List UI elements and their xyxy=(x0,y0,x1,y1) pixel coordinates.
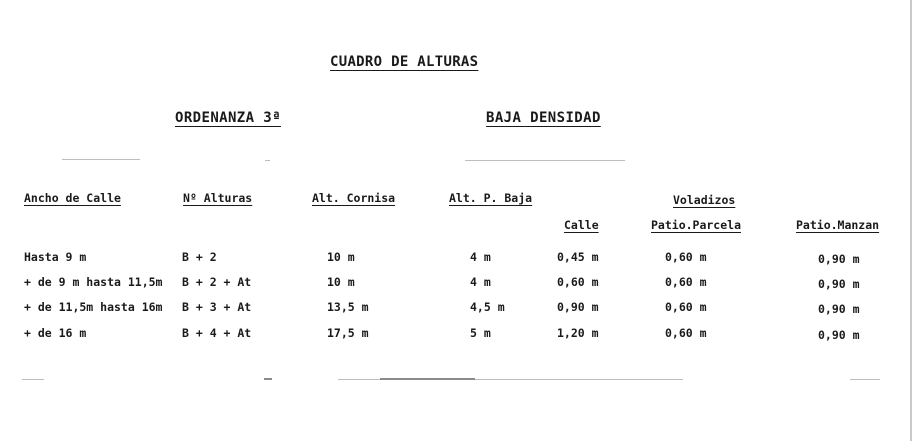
table-cell: 4 m xyxy=(470,275,491,289)
table-cell: 0,90 m xyxy=(818,277,860,291)
table-cell: 0,60 m xyxy=(665,300,707,314)
column-header-voladizos: Voladizos xyxy=(673,193,736,207)
table-cell: 13,5 m xyxy=(327,300,369,314)
table-cell: B + 4 + At xyxy=(182,326,252,340)
column-header-ancho: Ancho de Calle xyxy=(24,191,121,205)
table-cell: B + 2 + At xyxy=(182,275,252,289)
scan-mark xyxy=(850,379,880,380)
table-cell: 0,90 m xyxy=(557,300,599,314)
scan-mark xyxy=(62,159,140,160)
table-cell: Hasta 9 m xyxy=(24,250,87,264)
table-cell: + de 9 m hasta 11,5m xyxy=(24,275,163,289)
column-header-cornisa: Alt. Cornisa xyxy=(312,191,396,205)
column-header-calle: Calle xyxy=(564,218,599,232)
table-cell: B + 2 xyxy=(182,250,217,264)
table-cell: 0,45 m xyxy=(557,250,599,264)
table-cell: 0,90 m xyxy=(818,252,860,266)
table-cell: 0,60 m xyxy=(665,275,707,289)
ordenanza-heading: ORDENANZA 3ª xyxy=(175,110,281,126)
table-cell: 10 m xyxy=(327,275,355,289)
table-cell: 4,5 m xyxy=(470,300,505,314)
table-cell: B + 3 + At xyxy=(182,300,252,314)
scan-mark xyxy=(22,379,44,380)
scan-mark xyxy=(465,160,625,161)
table-cell: 1,20 m xyxy=(557,326,599,340)
table-cell: 10 m xyxy=(327,250,355,264)
table-cell: 0,60 m xyxy=(665,326,707,340)
scan-mark xyxy=(380,378,475,380)
table-cell: + de 11,5m hasta 16m xyxy=(24,300,163,314)
table-cell: 5 m xyxy=(470,326,491,340)
column-header-alturas: Nº Alturas xyxy=(183,191,253,205)
table-cell: + de 16 m xyxy=(24,326,87,340)
column-header-planta-baja: Alt. P. Baja xyxy=(449,191,533,205)
table-cell: 0,90 m xyxy=(818,302,860,316)
scan-mark xyxy=(264,378,272,380)
table-cell: 0,60 m xyxy=(557,275,599,289)
table-cell: 0,90 m xyxy=(818,328,860,342)
table-cell: 4 m xyxy=(470,250,491,264)
table-cell: 0,60 m xyxy=(665,250,707,264)
document-title: CUADRO DE ALTURAS xyxy=(330,54,479,70)
table-cell: 17,5 m xyxy=(327,326,369,340)
column-header-patio-manzana: Patio.Manzan xyxy=(796,218,880,232)
column-header-patio-parcela: Patio.Parcela xyxy=(651,218,742,232)
densidad-heading: BAJA DENSIDAD xyxy=(486,110,601,126)
scan-mark xyxy=(265,160,270,161)
